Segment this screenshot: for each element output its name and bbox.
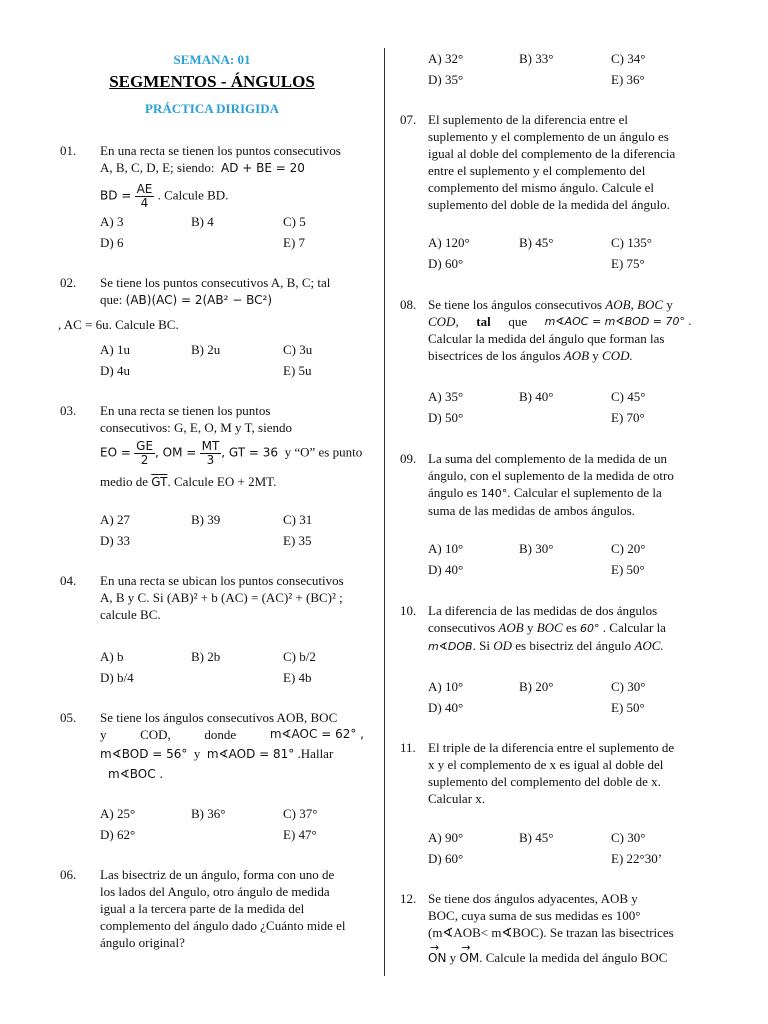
option: D) 62° [100,827,136,842]
question-text [100,709,364,783]
equation: m∢AOD = 81° [206,747,295,761]
text-line [100,473,364,491]
option: B) 2b [191,649,221,664]
equation: , OM = [155,445,197,460]
option: D) 60° [428,851,464,866]
question-06 [60,866,364,951]
angle-name: BOC [637,297,664,312]
text-line: Se tiene los ángulos consecutivos AOB, BOC y [428,297,673,312]
column-divider [384,48,385,976]
text-line [100,745,364,763]
text-line: los lados del Angulo, otro ángulo de medida [100,884,330,899]
option: E) 5u [283,363,312,378]
question-number: 10. [400,603,417,618]
text-line: El triple de la diferencia entre el suplemento de [428,740,675,755]
option: E) 50° [611,700,645,715]
text-line: x y el complemento de x es igual al doble del [428,757,664,772]
options-03 [100,509,360,551]
text-line: complemento del mismo ángulo. Calcule el [428,180,655,195]
option: D) 40° [428,562,464,577]
option: B) 4 [191,214,214,229]
question-12 [400,890,692,967]
text-line: suplemento y el complemento de un ángulo es [428,129,669,144]
question-number: 06. [60,867,77,882]
text-line [428,484,692,502]
angle-name: AOB [498,620,524,635]
option: B) 40° [519,389,554,404]
question-text [100,402,364,491]
question-number: 04. [60,573,77,588]
option: C) 135° [611,235,652,250]
question-number: 03. [60,403,77,418]
option: B) 45° [519,830,554,845]
option: A) 3 [100,214,124,229]
equation: m∢DOB [428,640,473,653]
text-line: La suma del complemento de la medida de un [428,451,667,466]
option: B) 39 [191,512,221,527]
text-line: En una recta se tienen los puntos consecutivos [100,143,341,158]
question-01 [60,142,364,210]
page-title: SEGMENTOS - ÁNGULOS [109,72,315,91]
equation: , GT = 36 [221,445,279,460]
denominator: 2 [140,453,149,467]
text-fragment: y “O” es punto [284,444,363,460]
option: A) 32° [428,51,464,66]
fraction [135,183,155,210]
text-fragment: y [193,746,201,761]
segment-notation: $\overline{GT}$ [151,475,168,489]
option: A) 10° [428,679,464,694]
fraction [134,440,155,467]
option: A) 90° [428,830,464,845]
text-fragment: que [508,314,528,329]
option: C) 30° [611,830,646,845]
option: B) 33° [519,51,554,66]
text-line: BOC, cuya suma de sus medidas es 100° [428,908,641,923]
question-text [100,274,364,309]
question-02 [60,274,364,309]
option: B) 2u [191,342,221,357]
options-11 [428,827,688,869]
question-text [100,866,364,951]
question-text [428,296,692,364]
option: D) 50° [428,410,464,425]
text-fragment: . Calcule BD. [157,187,229,203]
text-fragment: medio de [100,474,149,489]
options-09 [428,538,688,580]
text-fragment: y [666,297,673,312]
question-07 [400,111,692,213]
text-line: Calcular x. [428,791,486,806]
option: E) 50° [611,562,645,577]
options-04 [100,646,360,688]
text-line: En una recta se tienen los puntos [100,403,271,418]
option: B) 45° [519,235,554,250]
denominator: 4 [140,196,149,210]
angle-name: AOC. [634,638,664,653]
question-number: 01. [60,143,77,158]
text-line [428,949,692,967]
numerator: GE [136,439,154,453]
text-line: La diferencia de las medidas de dos ángulos [428,603,658,618]
option: C) 31 [283,512,313,527]
equation: m∢AOC = m∢BOD = 70° . [544,315,692,328]
option: E) 35 [283,533,312,548]
option: C) 45° [611,389,646,404]
angle-name: AOB [605,297,631,312]
equation: AD + BE = 20 [220,161,305,175]
text-line: suplemento del doble de la medida del ángulo. [428,197,670,212]
question-10 [400,602,692,655]
option: D) b/4 [100,670,134,685]
option: D) 33 [100,533,130,548]
option: E) 70° [611,410,645,425]
option: B) 20° [519,679,554,694]
question-03 [60,402,364,491]
week-label: SEMANA: 01 [173,52,251,67]
question-11 [400,739,692,807]
option: C) 30° [611,679,646,694]
option: B) 30° [519,541,554,556]
equation: m∢BOD = 56° [100,747,188,761]
option: A) b [100,649,124,664]
text-line: ángulo, con el suplemento de la medida de otro [428,468,674,483]
text-fragment: COD, [140,727,171,742]
text-line: El suplemento de la diferencia entre el [428,112,628,127]
equation: (AB)(AC) = 2(AB² − BC²) [125,293,273,307]
numerator: MT [201,439,220,453]
option: A) 27 [100,512,130,527]
text-fragment: y [526,620,534,635]
option: C) 20° [611,541,646,556]
text-fragment: y [449,950,457,965]
ray-vector: → OM [459,950,479,967]
options-06 [428,48,688,90]
equation: EO = [100,445,131,460]
text-line: En una recta se ubican los puntos consecutivos [100,573,344,588]
text-fragment: y [592,348,599,363]
text-fragment: es [565,620,577,635]
option: E) 36° [611,72,645,87]
text-line: suplemento del complemento del doble de x. [428,774,661,789]
denominator: 3 [206,453,215,467]
options-01 [100,211,360,253]
text-fragment: tal [476,314,491,329]
text-fragment: que: [100,292,123,307]
text-fragment: bisectrices de los ángulos [428,348,561,363]
option: C) 5 [283,214,306,229]
numerator: AE [136,182,153,196]
text-fragment: . Calcule EO + 2MT. [167,474,277,489]
text-line: Las bisectriz de un ángulo, forma con uno de [100,867,335,882]
question-text [100,142,364,210]
option: A) 120° [428,235,470,250]
question-number: 11. [400,740,416,755]
option: E) 4b [283,670,312,685]
text-line [100,440,364,467]
text-line [100,291,364,309]
text-fragment: es bisectriz del ángulo [515,638,632,653]
question-number: 07. [400,112,417,127]
text-fragment: Se tiene los ángulos consecutivos [428,297,603,312]
text-line [100,726,364,743]
text-fragment: . Si [472,638,490,653]
question-04 [60,572,364,623]
question-08 [400,296,692,364]
option: E) 22°30’ [611,851,663,866]
option: D) 35° [428,72,464,87]
text-fragment: . Calcular el suplemento de la [507,485,662,500]
question-02-cont [58,316,362,333]
text-line: entre el suplemento y el complemento del [428,163,646,178]
text-line: A, B y C. Si (AB)² + b (AC) = (AC)² + (BC)² ; [100,590,343,605]
option: C) 3u [283,342,313,357]
text-line: (m∢AOB< m∢BOC). Se trazan las bisectrices [428,925,674,940]
options-05 [100,803,360,845]
angle-name: COD, [428,314,459,329]
options-08 [428,386,688,428]
text-line: , AC = 6u. Calcule BC. [58,317,179,332]
option: A) 35° [428,389,464,404]
text-fragment: A, B, C, D, E; siendo: [100,160,215,175]
text-fragment: donde [204,727,237,742]
equation: m∢AOC = 62° , [269,727,364,741]
angle-name: BOC [536,620,563,635]
question-05 [60,709,364,783]
text-line: complemento del ángulo dado ¿Cuánto mide el [100,918,346,933]
question-number: 09. [400,451,417,466]
angle-name: COD. [602,348,633,363]
option: D) 4u [100,363,130,378]
text-line [100,183,364,210]
text-line: calcule BC. [100,607,161,622]
question-text [428,739,692,807]
text-line: Calcular la medida del ángulo que forman las [428,331,665,346]
text-line [428,619,692,637]
angle-name: AOB [563,348,590,363]
option: A) 25° [100,806,136,821]
question-text [428,602,692,655]
question-number: 05. [60,710,77,725]
question-text [428,111,692,213]
text-line: Se tiene los puntos consecutivos A, B, C; tal [100,275,331,290]
text-line: consecutivos: G, E, O, M y T, siendo [100,420,292,435]
text-line: Se tiene dos ángulos adyacentes, AOB y [428,891,638,906]
option: A) 1u [100,342,130,357]
text-line [428,637,692,655]
option: E) 75° [611,256,645,271]
text-line: igual al doble del complemento de la diferencia [428,146,676,161]
text-line: suma de las medidas de ambos ángulos. [428,503,635,518]
text-line [428,313,692,330]
option: D) 60° [428,256,464,271]
fraction [200,440,222,467]
ray-name: OD [493,638,512,653]
option: D) 6 [100,235,124,250]
question-text [428,890,692,967]
text-fragment: . Calcular la [602,620,666,635]
options-10 [428,676,688,718]
text-line: Se tiene los ángulos consecutivos AOB, BOC [100,710,338,725]
question-09 [400,450,692,519]
option: E) 47° [283,827,317,842]
text-line [108,765,364,783]
question-number: 08. [400,297,417,312]
text-fragment: . Calcule la medida del ángulo BOC [479,950,668,965]
ray-vector: → ON [428,950,446,967]
question-number: 02. [60,275,77,290]
text-fragment: .Hallar [297,746,334,761]
text-fragment: y [100,727,107,742]
text-line: ángulo original? [100,935,185,950]
equation: BD = [100,188,132,203]
option: E) 7 [283,235,306,250]
section-subtitle: PRÁCTICA DIRIGIDA [145,101,279,116]
option: A) 10° [428,541,464,556]
option: D) 40° [428,700,464,715]
option: C) 37° [283,806,318,821]
text-line [100,159,364,177]
question-text [100,572,364,623]
options-02 [100,339,360,381]
option: C) 34° [611,51,646,66]
equation: m∢BOC . [108,767,164,781]
question-text [428,450,692,519]
option: C) b/2 [283,649,316,664]
text-fragment: consecutivos [428,620,496,635]
angle-value: 140° [480,487,508,500]
option: B) 36° [191,806,226,821]
text-line: igual a la tercera parte de la medida del [100,901,305,916]
question-number: 12. [400,891,417,906]
options-07 [428,232,688,274]
text-fragment: ángulo es [428,485,478,500]
text-line [428,347,692,364]
angle-value: 60° [580,622,600,635]
